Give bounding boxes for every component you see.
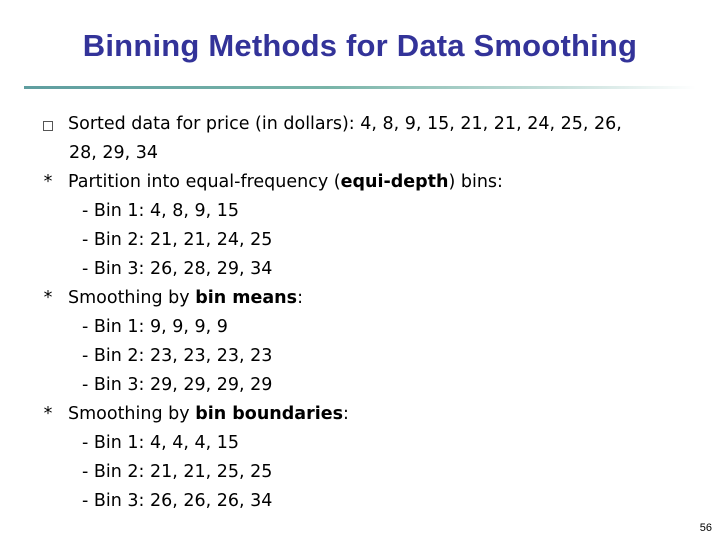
bullet-sorted-data [40, 110, 690, 139]
asterisk-bullet: * [43, 404, 53, 424]
boundaries-bin-2 [40, 458, 690, 487]
partition-bin-2 [40, 226, 690, 255]
boundaries-emphasis: bin boundaries [195, 404, 343, 424]
boundaries-bin-3 [40, 487, 690, 516]
means-bin-2 [40, 342, 690, 371]
bin-line: - Bin 2: 23, 23, 23, 23 [82, 346, 273, 366]
partition-suffix: ) bins: [448, 172, 503, 192]
asterisk-bullet: * [43, 288, 53, 308]
sorted-data-text-continued: 28, 29, 34 [69, 143, 159, 163]
asterisk-bullet: * [43, 172, 53, 192]
means-suffix: : [297, 288, 303, 308]
partition-bin-3 [40, 255, 690, 284]
slide-body [40, 110, 690, 516]
means-prefix: Smoothing by [68, 288, 196, 308]
means-bin-1 [40, 313, 690, 342]
bin-line: - Bin 1: 4, 8, 9, 15 [82, 201, 240, 221]
partition-emphasis: equi-depth [340, 172, 449, 192]
square-bullet-icon [43, 121, 53, 131]
bullet-bin-boundaries [40, 400, 690, 429]
bullet-bin-means [40, 284, 690, 313]
partition-prefix: Partition into equal-frequency ( [68, 172, 341, 192]
bin-line: - Bin 1: 9, 9, 9, 9 [82, 317, 228, 337]
page-number: 56 [699, 522, 712, 534]
bullet-partition [40, 168, 690, 197]
means-bin-3 [40, 371, 690, 400]
bin-line: - Bin 2: 21, 21, 25, 25 [82, 462, 273, 482]
title-underline [24, 86, 696, 89]
means-text [68, 284, 303, 313]
boundaries-text [68, 400, 349, 429]
bin-line: - Bin 2: 21, 21, 24, 25 [82, 230, 273, 250]
bin-line: - Bin 3: 26, 26, 26, 34 [82, 491, 273, 511]
boundaries-bin-1 [40, 429, 690, 458]
slide-title: Binning Methods for Data Smoothing [82, 28, 638, 63]
bin-line: - Bin 3: 29, 29, 29, 29 [82, 375, 273, 395]
bullet-sorted-data-continued [40, 139, 690, 168]
partition-bin-1 [40, 197, 690, 226]
bin-line: - Bin 3: 26, 28, 29, 34 [82, 259, 273, 279]
boundaries-suffix: : [342, 404, 349, 424]
partition-text [68, 168, 503, 197]
sorted-data-text: Sorted data for price (in dollars): 4, 8, 9, 15, 21, 21, 24, 25, 26, [68, 114, 622, 134]
means-emphasis: bin means [195, 288, 298, 308]
bin-line: - Bin 1: 4, 4, 4, 15 [82, 433, 240, 453]
boundaries-prefix: Smoothing by [68, 404, 196, 424]
